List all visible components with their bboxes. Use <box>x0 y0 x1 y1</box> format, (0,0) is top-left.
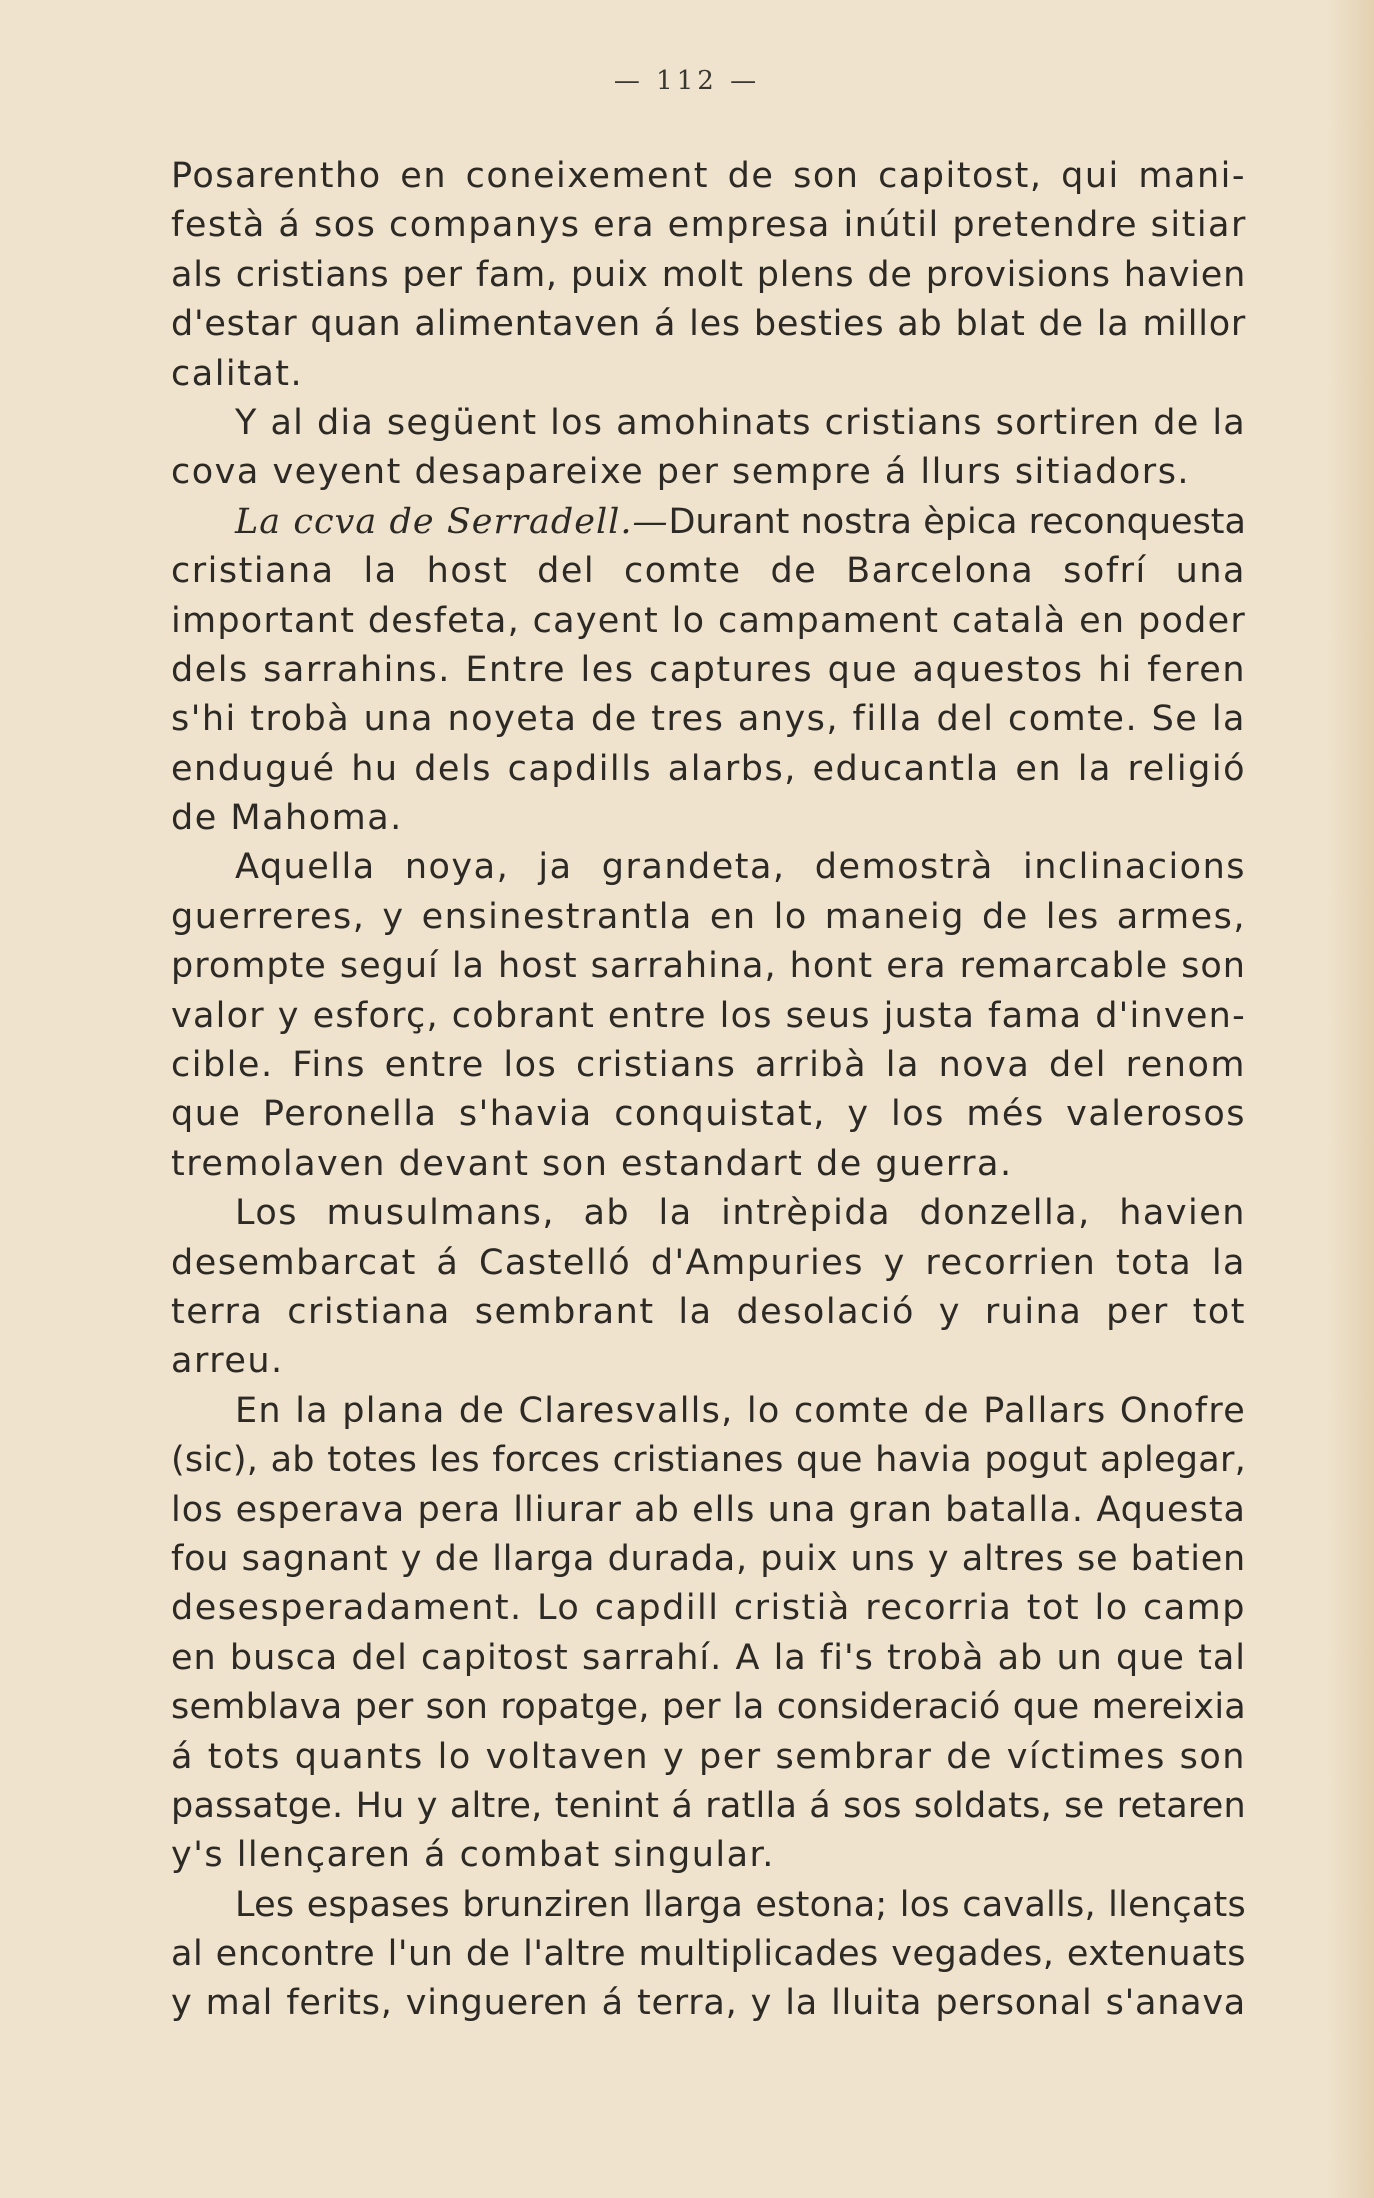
text-line: En la plana de Claresvalls, lo comte de Pallars Onofre <box>235 1390 1246 1431</box>
text-line: fou sagnant y de llarga durada, puix uns y altres se batien <box>171 1538 1246 1579</box>
text-line: Los musulmans, ab la intrèpida donzella, havien <box>235 1193 1246 1234</box>
text-line: los esperava pera lliurar ab ells una gran batalla. Aquesta <box>171 1489 1246 1530</box>
text-line: prompte seguí la host sarrahina, hont era remarcable son <box>171 946 1246 987</box>
text-line: als cristians per fam, puix molt plens de provisions havien <box>171 254 1246 295</box>
text-line: cristiana la host del comte de Barcelona sofrí una <box>171 551 1246 592</box>
text-line: en busca del capitost sarrahí. A la fi's trobà ab un que tal <box>171 1637 1246 1678</box>
text-line: Y al dia següent los amohinats cristians sortiren de la <box>235 402 1246 443</box>
text-line: de Mahoma. <box>171 798 403 839</box>
text-line: arreu. <box>171 1341 284 1382</box>
text-line: cova veyent desapareixe per sempre á llurs sitiadors. <box>171 452 1191 493</box>
text-line: á tots quants lo voltaven y per sembrar de víctimes son <box>171 1736 1246 1777</box>
text-line: important desfeta, cayent lo campament català en poder <box>171 600 1246 641</box>
section-heading: La ccva de Serradell.— <box>235 501 669 542</box>
text-line: valor y esforç, cobrant entre los seus justa fama d'inven- <box>171 995 1246 1036</box>
text-line: que Peronella s'havia conquistat, y los més valerosos <box>171 1094 1246 1135</box>
text-line: y mal ferits, vingueren á terra, y la lluita personal s'anava <box>171 1983 1246 2024</box>
text-line: al encontre l'un de l'altre multiplicades vegades, extenuats <box>171 1934 1246 1975</box>
text-line: calitat. <box>171 353 304 394</box>
text-line: Durant nostra èpica reconquesta <box>668 501 1246 542</box>
text-line: semblava per son ropatge, per la consideració que mereixia <box>171 1687 1246 1728</box>
text-line: Les espases brunziren llarga estona; los cavalls, llençats <box>235 1884 1246 1925</box>
text-line: (sic), ab totes les forces cristianes que havia pogut aplegar, <box>171 1440 1246 1481</box>
text-line: guerreres, y ensinestrantla en lo maneig de les armes, <box>171 896 1246 937</box>
text-line: dels sarrahins. Entre les captures que aquestos hi feren <box>171 649 1246 690</box>
text-line: terra cristiana sembrant la desolació y ruina per tot <box>171 1291 1246 1332</box>
text-line: s'hi trobà una noyeta de tres anys, filla del comte. Se la <box>171 699 1246 740</box>
section-heading-line <box>171 498 1246 547</box>
text-line: Posarentho en coneixement de son capitost, qui mani- <box>171 156 1246 196</box>
body-text <box>171 152 1246 2029</box>
text-line: festà á sos companys era empresa inútil pretendre sitiar <box>171 205 1247 246</box>
text-line: desesperadament. Lo capdill cristià recorria tot lo camp <box>171 1588 1246 1629</box>
page-edge-shade <box>1328 0 1374 2198</box>
text-line: passatge. Hu y altre, tenint á ratlla á sos soldats, se retaren <box>171 1785 1246 1826</box>
text-line: cible. Fins entre los cristians arribà la nova del renom <box>171 1045 1246 1086</box>
text-line: Aquella noya, ja grandeta, demostrà inclinacions <box>235 847 1246 888</box>
page-number: — 112 — <box>613 66 761 96</box>
text-line: y's llençaren á combat singular. <box>171 1835 775 1876</box>
text-line: tremolaven devant son estandart de guerra. <box>171 1143 1013 1184</box>
text-line: endugué hu dels capdills alarbs, educantla en la religió <box>171 748 1246 789</box>
text-line: d'estar quan alimentaven á les besties ab blat de la millor <box>171 304 1246 345</box>
text-line: desembarcat á Castelló d'Ampuries y recorrien tota la <box>171 1242 1246 1283</box>
